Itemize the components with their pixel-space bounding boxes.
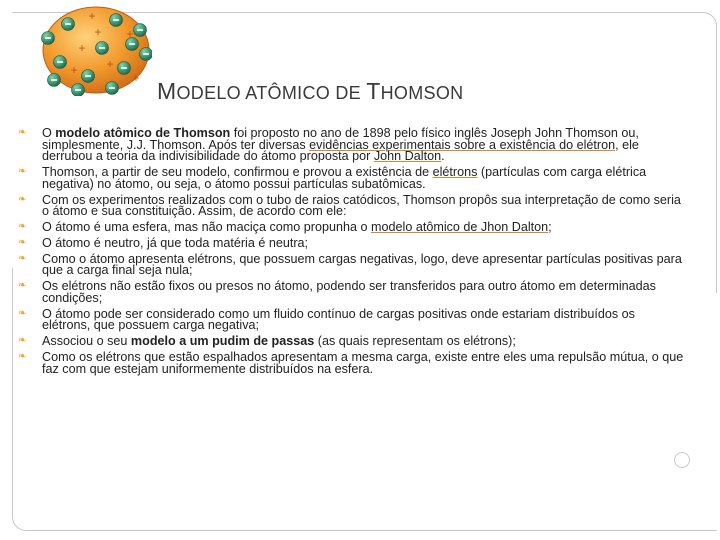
link-text[interactable]: John Dalton xyxy=(373,149,442,164)
bullet-item xyxy=(18,128,684,163)
title-initial-m: M xyxy=(157,78,177,104)
bullet-item xyxy=(18,306,684,333)
bullet-text: O átomo é uma esfera, mas não maciça como propunha o xyxy=(42,220,372,235)
leaf-bullet-icon: ❧ xyxy=(18,307,27,319)
minus-sign-icon xyxy=(129,43,135,45)
leaf-bullet-icon: ❧ xyxy=(18,166,27,178)
bullet-item xyxy=(18,235,684,250)
plus-sign-icon: + xyxy=(132,71,140,85)
plus-sign-icon: + xyxy=(126,27,134,41)
minus-sign-icon xyxy=(143,53,149,55)
minus-sign-icon xyxy=(137,29,143,31)
leaf-bullet-icon: ❧ xyxy=(18,280,27,292)
link-text[interactable]: elétrons xyxy=(432,165,478,180)
minus-sign-icon xyxy=(121,67,127,69)
bullet-text: . xyxy=(441,149,445,164)
bullet-text: Os elétrons não estão fixos ou presos no átomo, podendo ser transferidos para outro átomo em determinadas condições; xyxy=(42,279,656,305)
plus-sign-icon: + xyxy=(94,25,102,39)
plus-sign-icon: + xyxy=(88,9,96,23)
page-title xyxy=(157,78,463,105)
plus-sign-icon: + xyxy=(70,63,78,77)
leaf-bullet-icon: ❧ xyxy=(18,221,27,233)
bold-text: modelo atômico de Thomson xyxy=(55,126,231,140)
title-part-2: HOMSON xyxy=(380,83,464,103)
bullet-item xyxy=(18,336,684,348)
bullet-text: (partículas com carga elétrica negativa) no átomo, ou seja, o átomo possui partículas subatômicas. xyxy=(42,165,647,191)
leaf-bullet-icon: ❧ xyxy=(18,236,27,248)
minus-sign-icon xyxy=(109,87,115,89)
bullet-text: , ele derrubou a teoria da indivisibilidade do átomo proposta por xyxy=(42,137,639,164)
slide-corner-dot xyxy=(674,452,690,468)
bullet-text: O átomo é neutro, já que toda matéria é neutra; xyxy=(42,235,309,250)
minus-sign-icon xyxy=(75,89,81,91)
bold-text: modelo a um pudim de passas xyxy=(130,334,315,349)
title-initial-t: T xyxy=(366,78,381,104)
bullet-item xyxy=(18,192,684,219)
bullet-text: (as quais representam os elétrons); xyxy=(314,334,516,349)
bullet-text: foi proposto no ano de 1898 pelo físico inglês Joseph John Thomson ou, simplesmente, J.J. Thomson. Após ter diversas xyxy=(42,126,639,152)
bullet-text: O átomo pode ser considerado como um fluido contínuo de cargas positivas onde estariam distribuídos os elétrons, que possuem carga negativa; xyxy=(42,306,635,333)
bullet-text: Com os experimentos realizados com o tubo de raios catódicos, Thomson propôs sua interpretação de como seria o átomo e sua constituição. Assim, de acordo com ele: xyxy=(42,192,681,219)
minus-sign-icon xyxy=(45,37,51,39)
leaf-bullet-icon: ❧ xyxy=(18,252,27,264)
link-text[interactable]: modelo atômico de Jhon Dalton xyxy=(371,220,549,235)
title-part-1: ODELO ATÔMICO DE xyxy=(176,83,367,103)
bullet-item xyxy=(18,251,684,278)
link-text[interactable]: evidências experimentais sobre a existência do elétron xyxy=(309,137,616,152)
minus-sign-icon xyxy=(85,75,91,77)
minus-sign-icon xyxy=(57,61,63,63)
leaf-bullet-icon: ❧ xyxy=(18,335,27,347)
plus-sign-icon: + xyxy=(78,41,86,55)
plus-sign-icon: + xyxy=(106,57,114,71)
bullet-item xyxy=(18,167,684,190)
minus-sign-icon xyxy=(51,79,57,81)
leaf-bullet-icon: ❧ xyxy=(18,351,27,363)
thomson-atom-illustration xyxy=(40,4,152,96)
bullet-item xyxy=(18,281,684,304)
bullet-item xyxy=(18,222,684,234)
bullet-text: Como os elétrons que estão espalhados apresentam a mesma carga, existe entre eles uma repulsão mútua, o que faz com que estejam uniformemente distribuídos na esfera. xyxy=(42,350,684,376)
bullet-text: O xyxy=(42,126,56,140)
leaf-bullet-icon: ❧ xyxy=(18,193,27,205)
leaf-bullet-icon: ❧ xyxy=(18,127,27,138)
minus-sign-icon xyxy=(65,23,71,25)
bullet-item xyxy=(18,352,684,375)
bullet-list xyxy=(18,128,684,380)
bullet-text: Associou o seu xyxy=(42,334,131,349)
minus-sign-icon xyxy=(113,19,119,21)
bullet-text: Thomson, a partir de seu modelo, confirmou e provou a existência de xyxy=(42,165,433,180)
bullet-text: Como o átomo apresenta elétrons, que possuem cargas negativas, logo, deve apresentar partículas positivas para que a carga final seja nula; xyxy=(42,251,682,278)
minus-sign-icon xyxy=(99,47,105,49)
bullet-text: ; xyxy=(548,220,552,235)
